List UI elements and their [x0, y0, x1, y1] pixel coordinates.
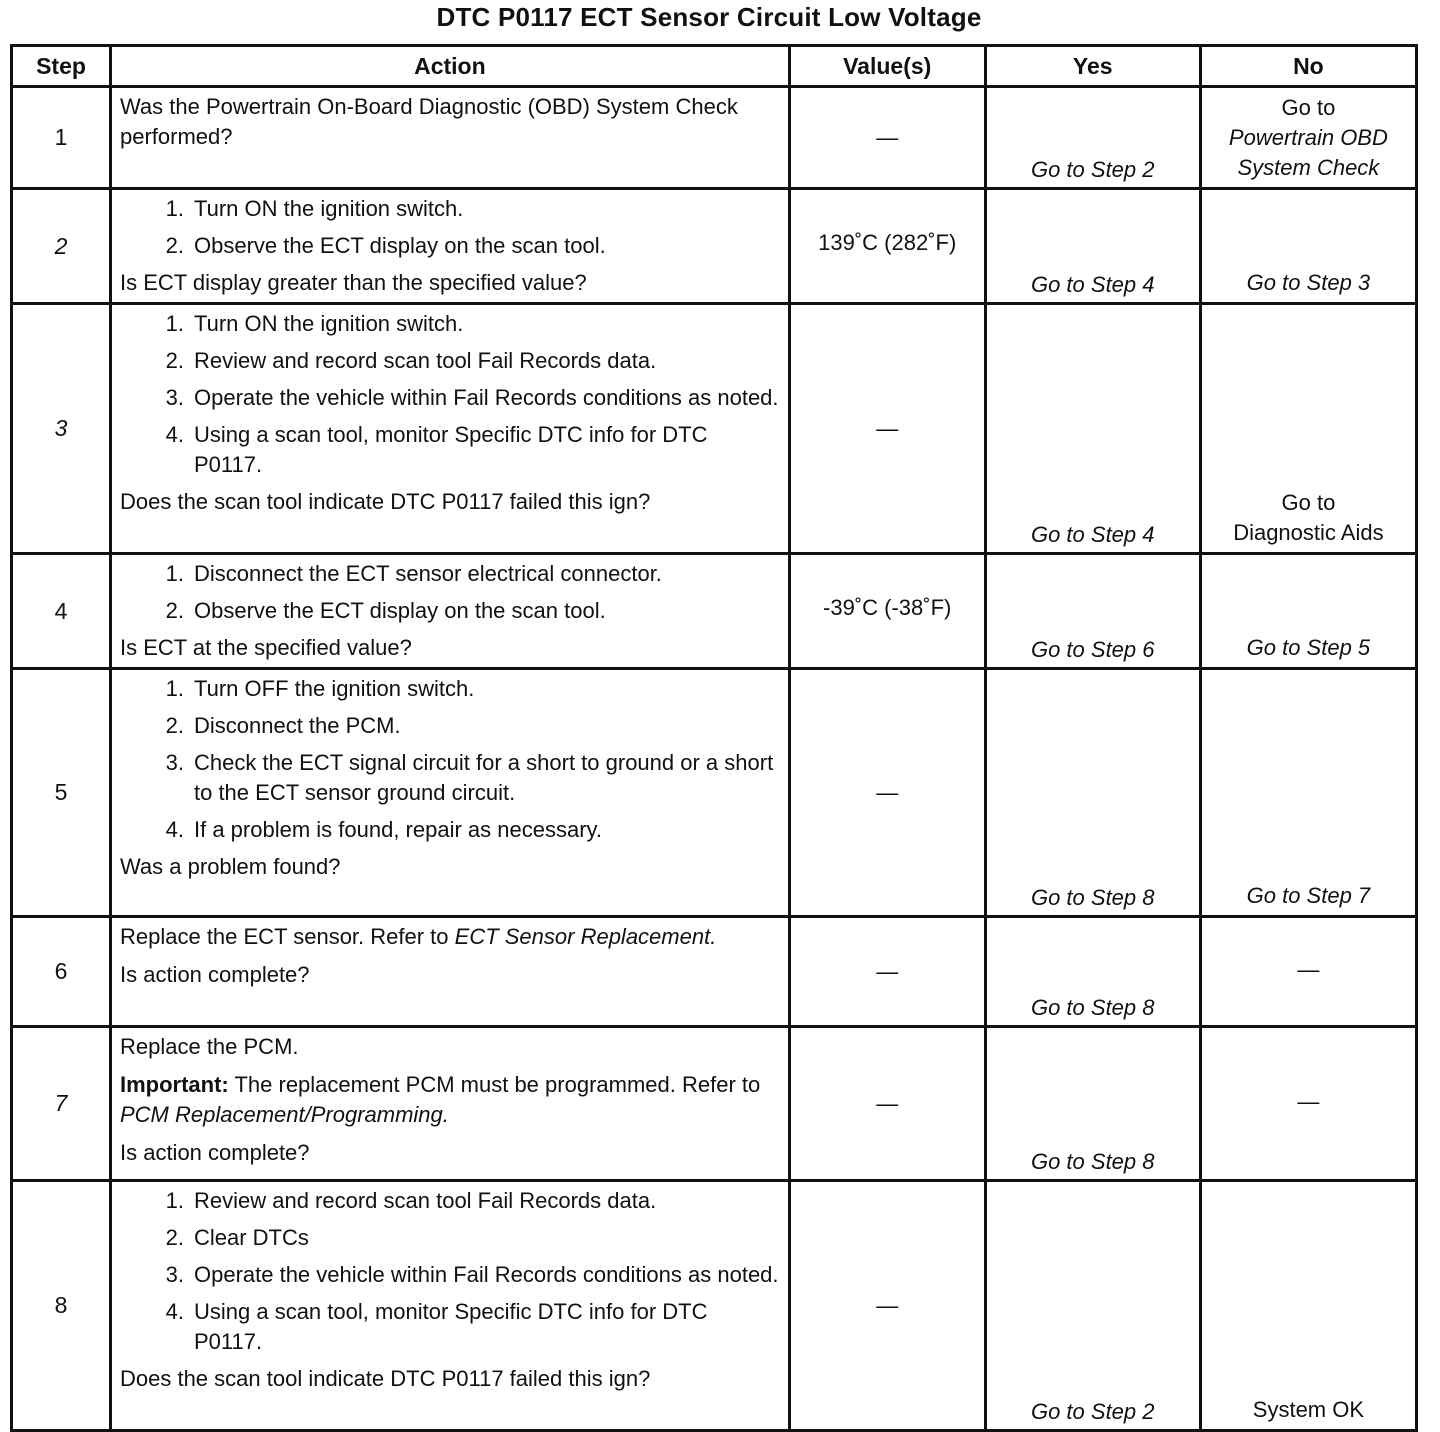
- value-cell: -39˚C (-38˚F): [789, 554, 985, 669]
- step-number: 6: [12, 917, 111, 1027]
- list-item: 1. Turn OFF the ignition switch.: [165, 676, 475, 701]
- procedure-reference: ECT Sensor Replacement.: [454, 924, 717, 949]
- action-cell: [110, 917, 789, 1027]
- step-number: 4: [12, 554, 111, 669]
- value-cell: —: [789, 917, 985, 1027]
- action-question: Was a problem found?: [119, 854, 341, 879]
- list-item: 3. Check the ECT signal circuit for a short to ground or a short to the ECT sensor ground circuit.: [165, 750, 774, 805]
- action-cell: [110, 189, 789, 304]
- list-item: 3. Operate the vehicle within Fail Records conditions as noted.: [165, 385, 779, 410]
- header-no: No: [1200, 46, 1416, 87]
- list-item: 1. Turn ON the ignition switch.: [165, 196, 464, 221]
- no-cell: [1200, 87, 1416, 189]
- step-number: 5: [12, 669, 111, 917]
- list-item: 1. Review and record scan tool Fail Records data.: [165, 1188, 657, 1213]
- action-question: Is ECT display greater than the specified value?: [119, 270, 587, 295]
- table-row: [12, 669, 1417, 917]
- no-cell: System OK: [1200, 1181, 1416, 1431]
- no-cell: Go to Step 3: [1200, 189, 1416, 304]
- page-title: DTC P0117 ECT Sensor Circuit Low Voltage: [436, 2, 982, 32]
- action-text: Replace the ECT sensor. Refer to ECT Sensor Replacement.: [119, 924, 717, 949]
- action-question: Is action complete?: [119, 962, 310, 987]
- no-cell: Go to Step 5: [1200, 554, 1416, 669]
- step-number: 1: [12, 87, 111, 189]
- table-row: [12, 304, 1417, 554]
- no-cell: —: [1200, 1027, 1416, 1181]
- action-question: Does the scan tool indicate DTC P0117 failed this ign?: [119, 489, 651, 514]
- yes-cell: Go to Step 8: [985, 669, 1200, 917]
- yes-cell: Go to Step 2: [985, 87, 1200, 189]
- action-text: Was the Powertrain On-Board Diagnostic (OBD) System Check performed?: [119, 94, 738, 149]
- yes-cell: Go to Step 2: [985, 1181, 1200, 1431]
- yes-cell: Go to Step 6: [985, 554, 1200, 669]
- step-number: 2: [12, 189, 111, 304]
- action-cell: [110, 669, 789, 917]
- table-row: [12, 87, 1417, 189]
- action-cell: [110, 87, 789, 189]
- header-row: [12, 46, 1417, 87]
- step-number: 3: [12, 304, 111, 554]
- yes-cell: Go to Step 4: [985, 189, 1200, 304]
- table-row: [12, 1027, 1417, 1181]
- header-values: Value(s): [789, 46, 985, 87]
- list-item: 2. Observe the ECT display on the scan tool.: [165, 233, 606, 258]
- table-row: [12, 917, 1417, 1027]
- no-cell: Go to Step 7: [1200, 669, 1416, 917]
- header-step: Step: [12, 46, 111, 87]
- value-cell: —: [789, 669, 985, 917]
- action-cell: [110, 1181, 789, 1431]
- value-cell: —: [789, 87, 985, 189]
- value-cell: —: [789, 1181, 985, 1431]
- action-cell: [110, 304, 789, 554]
- no-ref: Powertrain OBD System Check: [1228, 125, 1388, 180]
- no-cell: [1200, 304, 1416, 554]
- list-item: 4. If a problem is found, repair as necessary.: [165, 817, 602, 842]
- list-item: 2. Review and record scan tool Fail Records data.: [165, 348, 657, 373]
- list-item: 2. Disconnect the PCM.: [165, 713, 401, 738]
- no-ref: Diagnostic Aids: [1233, 520, 1384, 545]
- action-steps: [120, 194, 780, 268]
- action-steps: [120, 309, 780, 487]
- important-note: Important: The replacement PCM must be programmed. Refer to PCM Replacement/Programming.: [119, 1072, 761, 1127]
- no-line: Go to: [1281, 95, 1336, 120]
- diagnostic-table: [10, 44, 1418, 1432]
- value-cell: —: [789, 1027, 985, 1181]
- no-cell: —: [1200, 917, 1416, 1027]
- list-item: 1. Disconnect the ECT sensor electrical connector.: [165, 561, 662, 586]
- list-item: 3. Operate the vehicle within Fail Records conditions as noted.: [165, 1262, 779, 1287]
- step-number: 7: [12, 1027, 111, 1181]
- action-cell: [110, 554, 789, 669]
- action-steps: [120, 559, 780, 633]
- action-steps: [120, 1186, 780, 1364]
- action-steps: [120, 674, 780, 852]
- list-item: 4. Using a scan tool, monitor Specific DTC info for DTC P0117.: [165, 422, 708, 477]
- list-item: 2. Observe the ECT display on the scan tool.: [165, 598, 606, 623]
- action-cell: [110, 1027, 789, 1181]
- list-item: 1. Turn ON the ignition switch.: [165, 311, 464, 336]
- yes-cell: Go to Step 8: [985, 917, 1200, 1027]
- list-item: 4. Using a scan tool, monitor Specific DTC info for DTC P0117.: [165, 1299, 708, 1354]
- table-row: [12, 1181, 1417, 1431]
- step-number: 8: [12, 1181, 111, 1431]
- list-item: 2. Clear DTCs: [165, 1225, 309, 1250]
- no-line: Go to: [1281, 490, 1336, 515]
- action-question: Does the scan tool indicate DTC P0117 failed this ign?: [119, 1366, 651, 1391]
- table-row: [12, 189, 1417, 304]
- table-row: [12, 554, 1417, 669]
- yes-cell: Go to Step 8: [985, 1027, 1200, 1181]
- header-action: Action: [110, 46, 789, 87]
- yes-cell: Go to Step 4: [985, 304, 1200, 554]
- action-question: Is ECT at the specified value?: [119, 635, 412, 660]
- value-cell: 139˚C (282˚F): [789, 189, 985, 304]
- header-yes: Yes: [985, 46, 1200, 87]
- value-cell: —: [789, 304, 985, 554]
- action-text: Replace the PCM.: [119, 1034, 299, 1059]
- procedure-reference: PCM Replacement/Programming.: [119, 1102, 449, 1127]
- action-question: Is action complete?: [119, 1140, 310, 1165]
